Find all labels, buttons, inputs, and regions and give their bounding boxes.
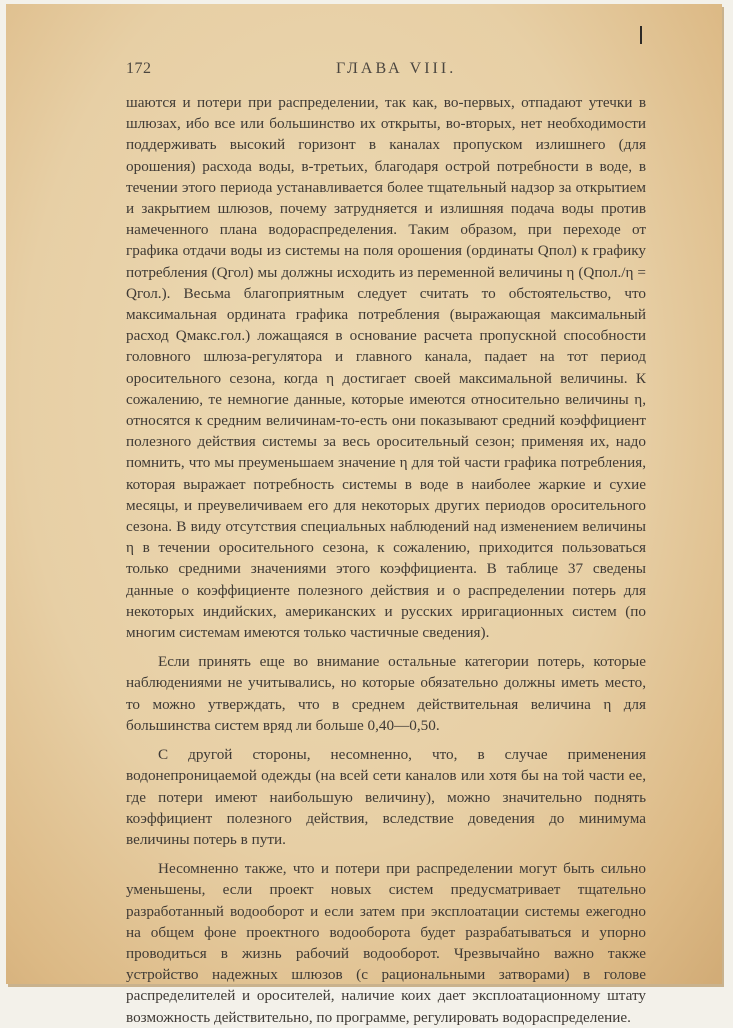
page-header bbox=[126, 60, 646, 82]
pencil-mark bbox=[640, 26, 642, 44]
book-page bbox=[6, 4, 722, 1026]
paragraph-2: Если принять еще во внимание остальные категории потерь, которые наблюдениями не учитывались, но которые обязательно должны иметь место, то можно утверждать, что в среднем действительная величина η для большинства систем вряд ли больше 0,40—0,50. bbox=[126, 653, 646, 734]
body-text bbox=[126, 92, 646, 1028]
chapter-title: ГЛАВА VIII. bbox=[336, 60, 457, 77]
paragraph-4: Несомненно также, что и потери при распределении могут быть сильно уменьшены, если проект новых систем предусматривает тщательно разработанный водооборот и если затем при эксплоатации системы ежегодно на общем фоне проектного водооборота будет разрабатываться и упорно проводиться в жизнь рабочий водооборот. Чрезвычайно важно также устройство надежных шлюзов (с рациональными затворами) в голове распределителей и оросителей, наличие коих дает эксплоатационному штату возможность действительно, по программе, регулировать водораспределение. bbox=[126, 860, 646, 1026]
paragraph-3: С другой стороны, несомненно, что, в случае применения водонепроницаемой одежды (на всей сети каналов или хотя бы на той части ее, где потери имеют наибольшую величину), можно значительно поднять коэффициент полезного действия, вследствие доведения до минимума величины потерь в пути. bbox=[126, 746, 646, 848]
paragraph-1: шаются и потери при распределении, так как, во-первых, отпадают утечки в шлюзах, ибо все или большинство их открыты, во-вторых, нет необходимости поддерживать высокий горизонт в каналах пропуском излишнего (для орошения) расхода воды, в-третьих, благодаря острой потребности в воде, в течении этого периода устанавливается более тщательный надзор за открытием и закрытием шлюзов, почему затрудняется и излишняя подача воды против намеченного плана водораспределения. Таким образом, при переходе от графика отдачи воды из системы на поля орошения (ординаты Qпол) к графику потребления (Qгол) мы должны исходить из переменной величины η (Qпол./η = Qгол.). Весьма благоприятным следует считать то обстоятельство, что максимальная ордината графика потребления (выражающая максимальный расход Qмакс.гол.) ложащаяся в основание расчета пропускной способности головного шлюза-регулятора и главного канала, падает на тот период оросительного сезона, когда η достигает своей максимальной величины. К сожалению, те немногие данные, которые имеются относительно величины η, относятся к средним величинам-то-есть они показывают средний коэффициент полезного действия системы за весь оросительный сезон; применяя их, надо помнить, что мы преуменьшаем значение η для той части графика потребления, которая выражает потребность системы в воде в наиболее жаркие и сухие месяцы, и преувеличиваем его для некоторых других периодов оросительного сезона. В виду отсутствия специальных наблюдений над изменением величины η в течении оросительного сезона, к сожалению, приходится пользоваться только средними значениями этого коэффициента. В таблице 37 сведены данные о коэффициенте полезного действия и о распределении потерь для некоторых индийских, американских и русских ирригационных систем (по многим системам имеются только частичные сведения). bbox=[126, 94, 646, 642]
page-number: 172 bbox=[126, 60, 152, 77]
